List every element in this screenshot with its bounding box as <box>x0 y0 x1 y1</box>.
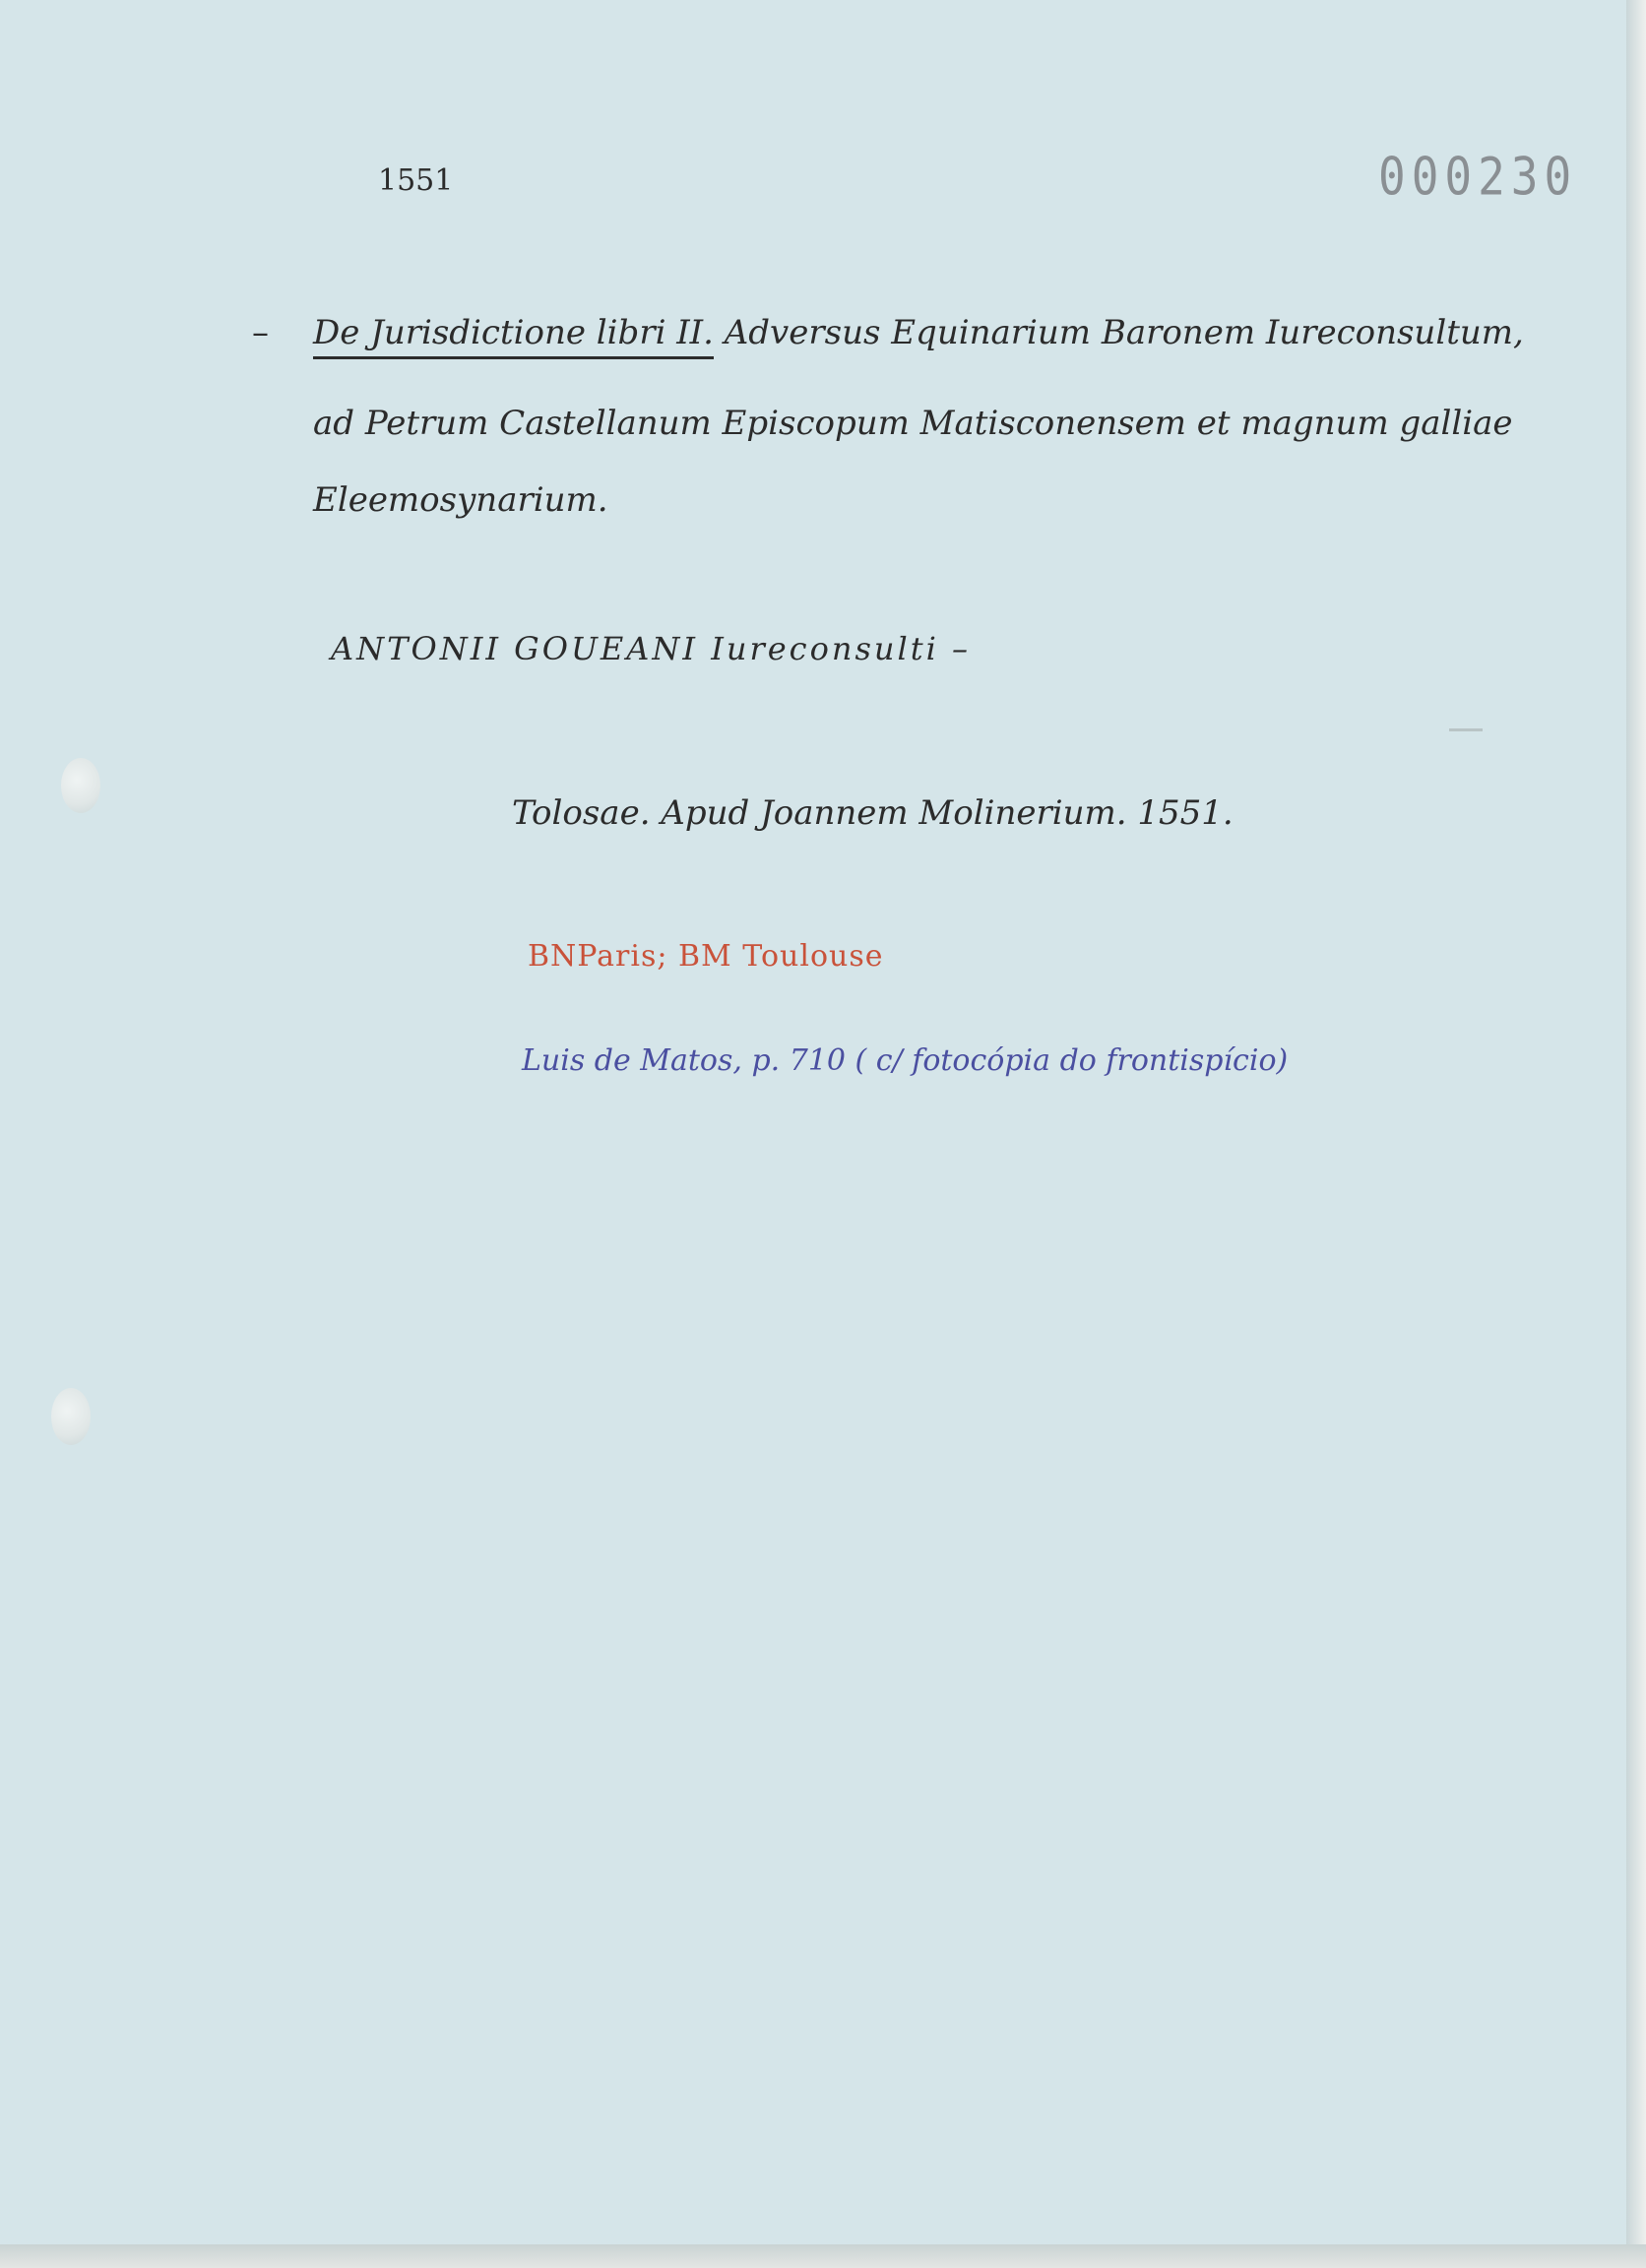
paper-speck <box>1449 728 1483 731</box>
card-year: 1551 <box>378 163 454 198</box>
punch-hole-mark <box>51 1388 91 1445</box>
title-line-3: Eleemosynarium. <box>313 480 608 520</box>
title-underlined: De Jurisdictione libri II. <box>313 313 714 359</box>
title-rest: Adversus Equinarium Baronem Iureconsultum, <box>724 313 1524 352</box>
reference-note: Luis de Matos, p. 710 ( c/ fotocópia do frontispício) <box>522 1043 1289 1078</box>
author-line: ANTONII GOUEANI Iureconsulti – <box>331 630 971 667</box>
title-line-2: ad Petrum Castellanum Episcopum Matisconensem et magnum galliae <box>313 404 1513 443</box>
imprint-line: Tolosae. Apud Joannem Molinerium. 1551. <box>512 793 1234 833</box>
holdings-note: BNParis; BM Toulouse <box>528 939 884 974</box>
punch-hole-mark <box>61 758 100 813</box>
stamp-number: 000230 <box>1378 146 1578 208</box>
entry-dash: – <box>252 313 269 352</box>
scan-edge-bottom <box>0 2244 1646 2268</box>
scan-edge-right <box>1626 0 1646 2268</box>
title-line-1 <box>313 313 1524 352</box>
